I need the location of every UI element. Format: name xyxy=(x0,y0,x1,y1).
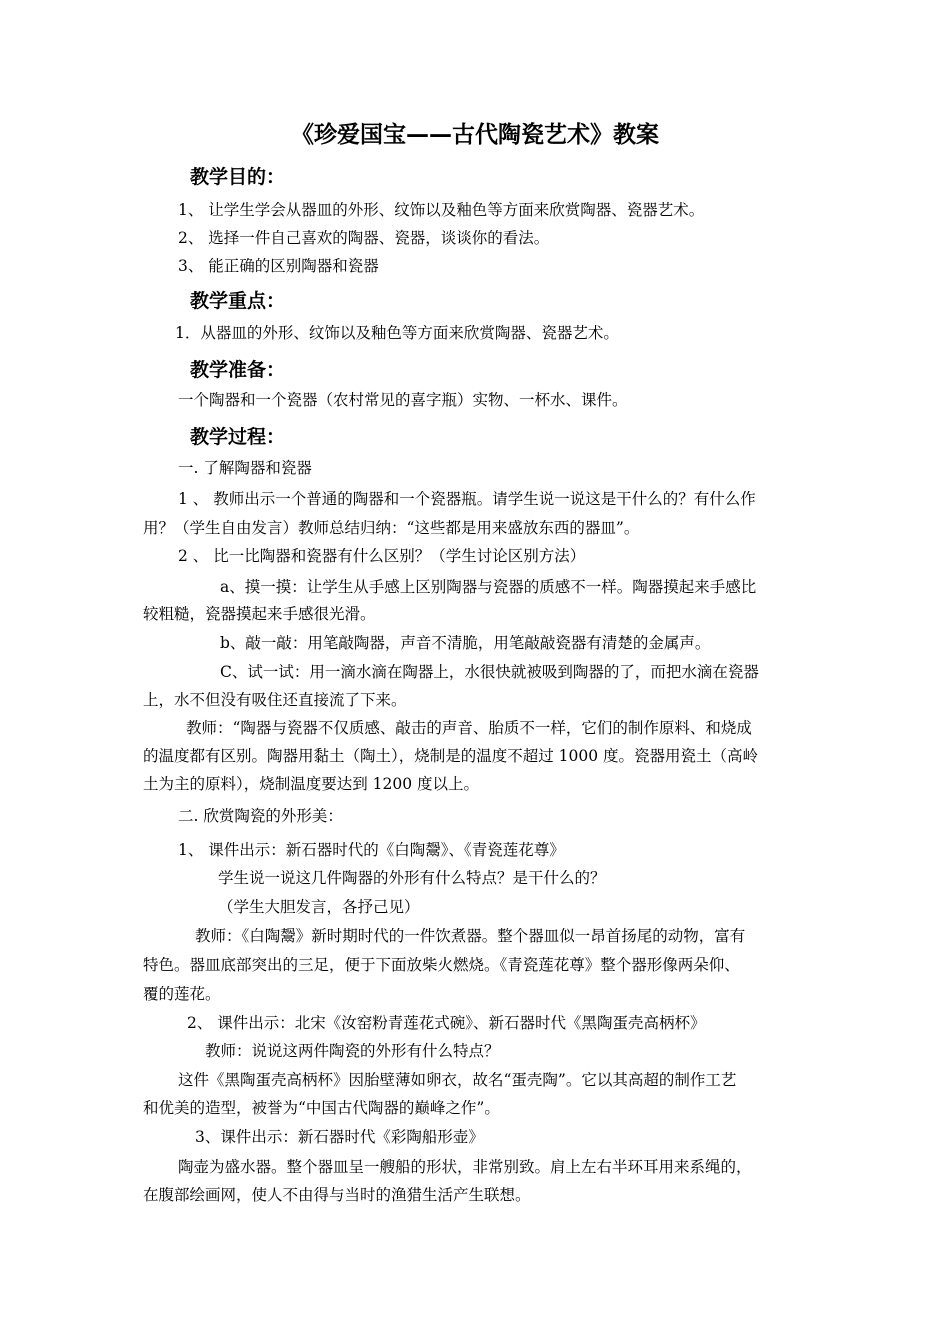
process-line: 的温度都有区别。陶器用黏土（陶土），烧制是的温度不超过 1000 度。瓷器用瓷土（高岭 xyxy=(143,747,759,765)
preparation-text: 一个陶器和一个瓷器（农村常见的喜字瓶）实物、一杯水、课件。 xyxy=(178,391,628,409)
process-line: 1、 课件出示：新石器时代的《白陶鬶》、《青瓷莲花尊》 xyxy=(178,841,565,859)
process-line: 这件《黑陶蛋壳高柄杯》因胎壁薄如卵衣，故名“蛋壳陶”。它以其高超的制作工艺 xyxy=(178,1071,737,1089)
key-point-item: 1．从器皿的外形、纹饰以及釉色等方面来欣赏陶器、瓷器艺术。 xyxy=(175,324,619,342)
process-line: b、敲一敲：用笔敲陶器，声音不清脆，用笔敲敲瓷器有清楚的金属声。 xyxy=(220,634,711,652)
process-line: 二. 欣赏陶瓷的外形美： xyxy=(178,807,343,825)
process-line: 教师：说说这两件陶瓷的外形有什么特点？ xyxy=(205,1042,500,1060)
process-line: 较粗糙，瓷器摸起来手感很光滑。 xyxy=(143,605,376,623)
objectives-heading: 教学目的： xyxy=(190,166,286,188)
process-line: 在腹部绘画网，使人不由得与当时的渔猎生活产生联想。 xyxy=(143,1186,531,1204)
process-line: C、试一试：用一滴水滴在陶器上，水很快就被吸到陶器的了，而把水滴在瓷器 xyxy=(220,663,759,681)
objective-item: 2、 选择一件自己喜欢的陶器、瓷器，谈谈你的看法。 xyxy=(178,229,550,247)
process-line: 教师：《白陶鬶》新时期时代的一件饮煮器。整个器皿似一昂首扬尾的动物，富有 xyxy=(195,927,746,945)
process-line: 特色。器皿底部突出的三足，便于下面放柴火燃烧。《青瓷莲花尊》整个器形像两朵仰、 xyxy=(143,956,740,974)
page-title: 《珍爱国宝——古代陶瓷艺术》教案 xyxy=(291,122,659,148)
process-line: 土为主的原料），烧制温度要达到 1200 度以上。 xyxy=(143,775,480,793)
process-line: 学生说一说这几件陶器的外形有什么特点？是干什么的？ xyxy=(218,869,606,887)
process-line: 陶壶为盛水器。整个器皿呈一艘船的形状，非常别致。肩上左右半环耳用来系绳的， xyxy=(178,1158,752,1176)
process-line: 教师：“陶器与瓷器不仅质感、敲击的声音、胎质不一样，它们的制作原料、和烧成 xyxy=(186,719,752,737)
process-line: 1 、 教师出示一个普通的陶器和一个瓷器瓶。请学生说一说这是干什么的？有什么作 xyxy=(178,490,756,508)
process-line: 2 、 比一比陶器和瓷器有什么区别？（学生讨论区别方法） xyxy=(178,547,586,565)
process-line: 3、课件出示：新石器时代《彩陶船形壶》 xyxy=(195,1128,484,1146)
objective-item: 1、 让学生学会从器皿的外形、纹饰以及釉色等方面来欣赏陶器、瓷器艺术。 xyxy=(178,201,705,219)
process-line: （学生大胆发言，各抒己见） xyxy=(218,898,420,916)
preparation-heading: 教学准备： xyxy=(190,359,286,381)
process-line: a、摸一摸：让学生从手感上区别陶器与瓷器的质感不一样。陶器摸起来手感比 xyxy=(220,578,757,596)
process-line: 一. 了解陶器和瓷器 xyxy=(178,459,312,477)
process-line: 和优美的造型，被誉为“中国古代陶器的巅峰之作”。 xyxy=(143,1099,500,1117)
process-line: 用？（学生自由发言）教师总结归纳：“这些都是用来盛放东西的器皿”。 xyxy=(143,519,640,537)
process-line: 上，水不但没有吸住还直接流了下来。 xyxy=(143,691,407,709)
process-line: 覆的莲花。 xyxy=(143,985,221,1003)
process-heading: 教学过程： xyxy=(190,426,286,448)
process-line: 2、 课件出示：北宋《汝窑粉青莲花式碗》、新石器时代《黑陶蛋壳高柄杯》 xyxy=(187,1014,706,1032)
key-points-heading: 教学重点： xyxy=(190,290,286,312)
objective-item: 3、 能正确的区别陶器和瓷器 xyxy=(178,257,379,275)
